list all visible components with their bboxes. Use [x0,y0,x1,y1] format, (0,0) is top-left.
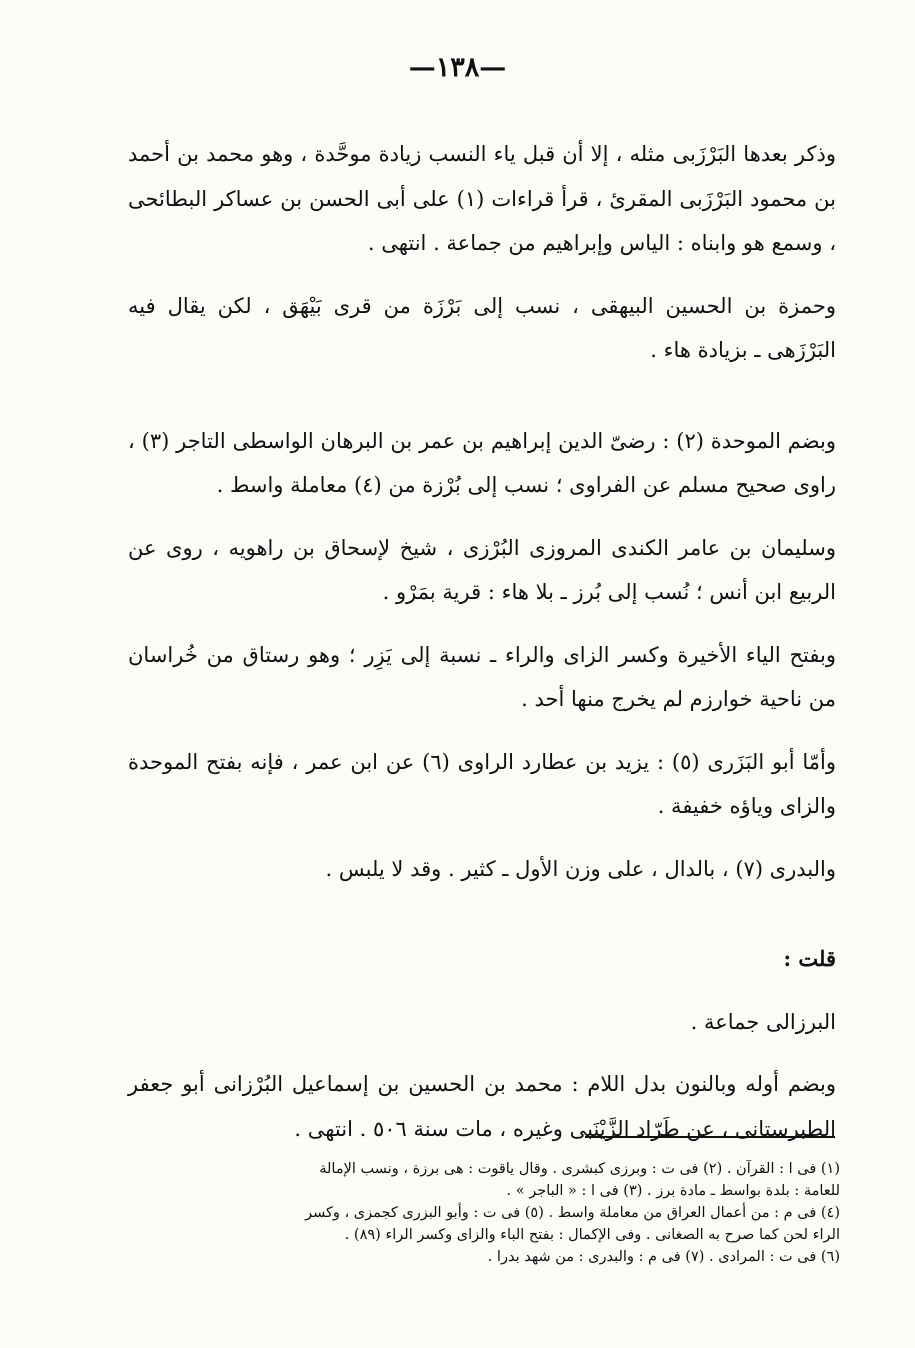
footnote-line: (١) فى ا : القرآن . (٢) فى ت : وبرزى كبشرى . وقال ياقوت : هى برزة ، ونسب الإمالة [319,1161,840,1177]
paragraph-radi-al-din: وبضم الموحدة (٢) : رضىّ الدين إبراهيم بن عمر بن البرهان الواسطى التاجر (٣) ، راوى صحيح مسلم عن الفراوى ؛ نسب إلى بُرْزة من (٤) معاملة واسط . [128,428,836,497]
footnotes [118,1158,840,1268]
paragraph-barzabi: وذكر بعدها البَرْزَبى مثله ، إلا أن قبل ياء النسب زيادة موحَّدة ، وهو محمد بن أحمد بن محمود البَرْزَبى المقرئ ، قرأ قراءات (١) على أبى الحسن بن عساكر البطائحى ، وسمع هو وابناه : الياس وإبراهيم من جماعة . انتهى . [128,142,836,255]
paragraph-abu-al-bazari: وأمّا أبو البَزَرى (٥) : يزيد بن عطارد الراوى (٦) عن ابن عمر ، فإنه بفتح الموحدة والزاى وياؤه خفيفة . [128,749,836,818]
main-text [128,132,836,1169]
paragraph-sulayman: وسليمان بن عامر الكندى المروزى البُرْزى ، شيخ لإسحاق بن راهويه ، روى عن الربيع ابن أنس ؛ نُسب إلى بُرز ـ بلا هاء : قرية بمَرْو . [128,535,836,604]
paragraph-burzani: وبضم أوله وبالنون بدل اللام : محمد بن الحسين بن إسماعيل البُرْزانى أبو جعفر الطبرستانى ، عن طَرّاد الزَّيْنَبى وغيره ، مات سنة ٥٠٦ . انتهى . [128,1072,836,1141]
paragraph-birzali: البرزالى جماعة . [690,1009,836,1034]
footnote-line: (٤) فى م : من أعمال العراق من معاملة واسط . (٥) فى ت : وأبو البزرى كجمزى ، وكسر [305,1205,840,1221]
footnote-line: (٦) فى ت : المرادى . (٧) فى م : والبدرى : من شهد بدرا . [487,1249,840,1265]
paragraph-badri: والبدرى (٧) ، بالدال ، على وزن الأول ـ كثير . وقد لا يلبس . [325,856,836,881]
footnote-line: الراء لحن كما صرح به الصغانى . وفى الإكمال : بفتح الباء والزاى وكسر الراء (٨٩) . [344,1227,840,1243]
footnote-line: للعامة : بلدة بواسط ـ مادة برز . (٣) فى ا : « الباجر » . [506,1183,840,1199]
paragraph-yazir: وبفتح الياء الأخيرة وكسر الزاى والراء ـ نسبة إلى يَزِر ؛ وهو رستاق من خُراسان من ناحية خوارزم لم يخرج منها أحد . [128,642,836,711]
heading-qultu: قلت : [783,946,836,971]
paragraph-hamza: وحمزة بن الحسين البيهقى ، نسب إلى بَرْزَة من قرى بَيْهَق ، لكن يقال فيه البَرْزَهى ـ بزيادة هاء . [128,293,836,362]
footnote-separator [585,1136,835,1138]
page-number: —١٣٨— [408,52,507,83]
